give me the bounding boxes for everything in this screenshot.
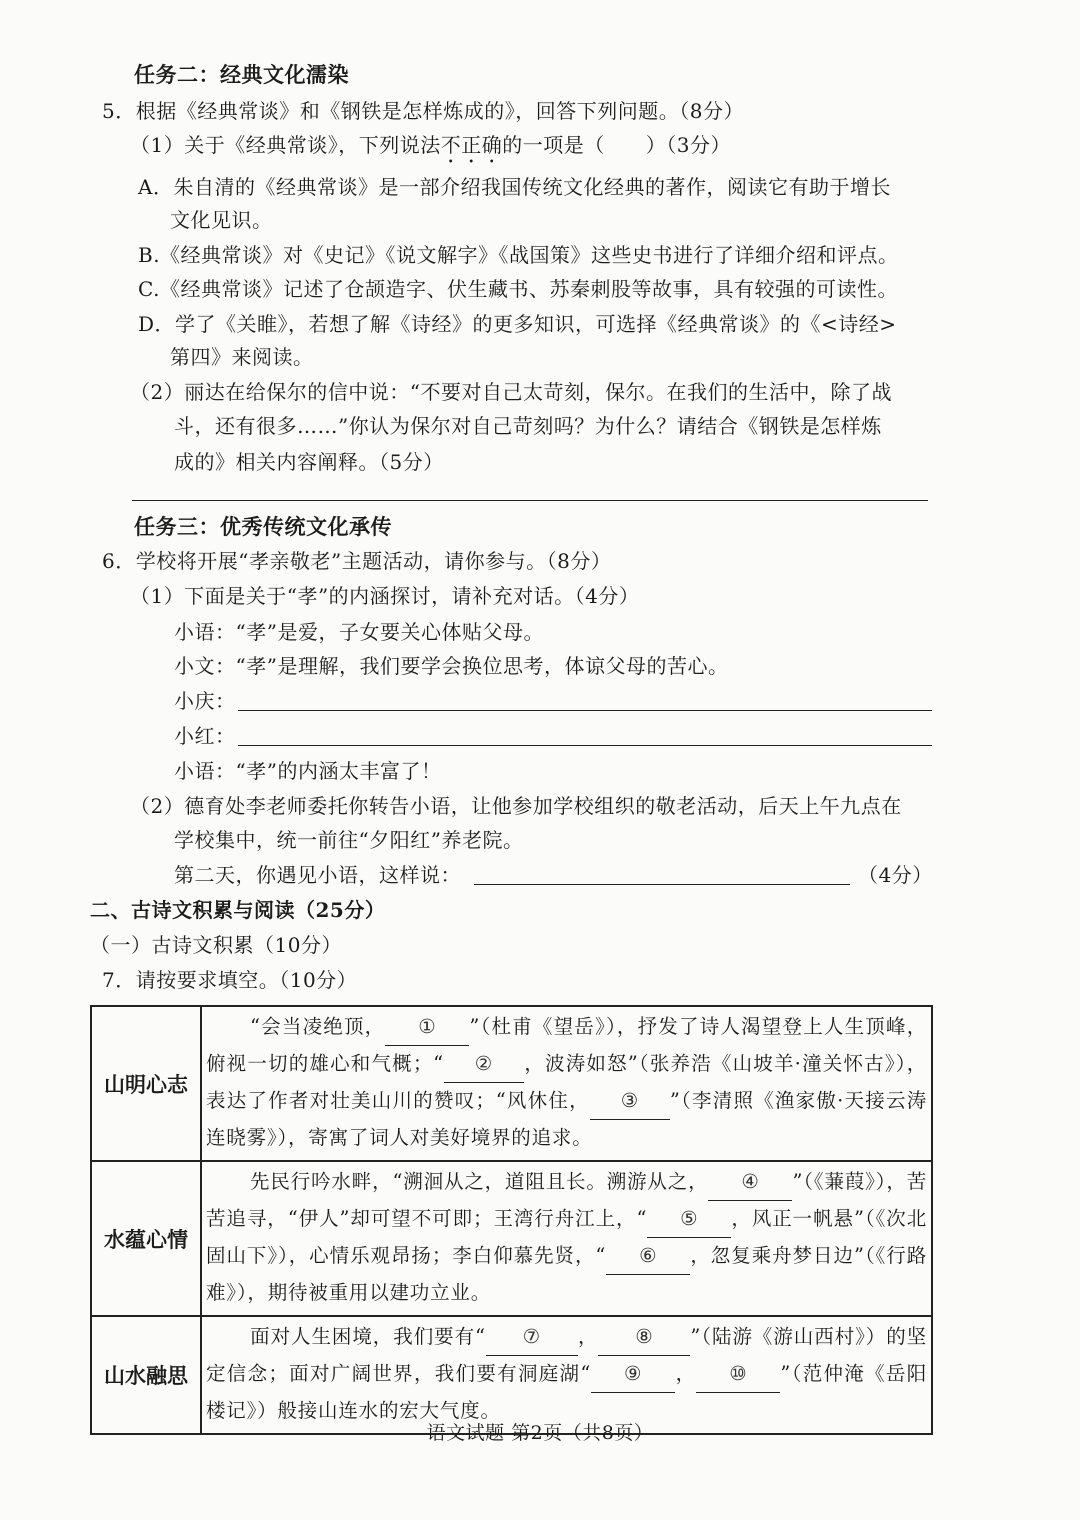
fill-in-table [90,1005,933,1435]
blank-1[interactable]: ① [385,1009,469,1046]
dialogue-speaker-xiaoqing: 小庆： [174,689,236,713]
q6-part2-line3: 第二天，你遇见小语，这样说： [174,863,461,887]
q5-stem: 5．根据《经典常谈》和《钢铁是怎样炼成的》，回答下列问题。（8分） [102,99,744,123]
section2-sub1: （一）古诗文积累（10分） [90,933,342,957]
q5-part2-line3: 成的》相关内容阐释。（5分） [174,450,444,474]
dialogue-line: 小文：“孝”是理解，我们要学会换位思考，体谅父母的苦心。 [174,654,729,678]
task2-title: 任务二：经典文化濡染 [134,62,349,87]
answer-line[interactable] [238,710,932,711]
table-row [91,1316,932,1434]
dialogue-line: 小语：“孝”是爱，子女要关心体贴父母。 [174,620,544,644]
dialogue-line: 小语：“孝”的内涵太丰富了！ [174,759,442,783]
blank-7[interactable]: ⑦ [486,1319,578,1356]
blank-4[interactable]: ④ [708,1164,792,1201]
option-d-cont: 第四》来阅读。 [170,345,314,369]
q6-part2-score: （4分） [858,863,933,887]
row-heading: 山水融思 [91,1316,201,1434]
row-content: “会当凌绝顶， ① ”（杜甫《望岳》），抒发了诗人渴望登上人生顶峰，俯视一切的雄心和气概；“ ② ，波涛如怒”（张养浩《山坡羊·潼关怀古》），表达了作者对壮美山川的赞叹；“风休住， ③ ”（李清照《渔家傲·天接云涛连晓雾》），寄寓了词人对美好境界的追求。 [201,1006,932,1161]
option-d: D．学了《关睢》，若想了解《诗经》的更多知识，可选择《经典常谈》的《<诗经> [138,312,897,336]
table-row [91,1006,932,1161]
task3-title: 任务三：优秀传统文化承传 [134,514,392,539]
page-footer: 语文试题 第2页（共8页） [426,1422,654,1444]
row-content: 面对人生困境，我们要有“ ⑦ ， ⑧ ”（陆游《游山西村》）的坚定信念；面对广阔世界，我们要有洞庭湖“ ⑨ ， ⑩ ”（范仲淹《岳阳楼记》）般接山连水的宏大气度。 [201,1316,932,1434]
q5-part2-line2: 斗，还有很多……”你认为保尔对自己苛刻吗？为什么？请结合《钢铁是怎样炼 [174,414,882,438]
q5-part1: （1）关于《经典常谈》，下列说法不正确的一项是（ ）（3分） [130,133,731,157]
section2-title: 二、古诗文积累与阅读（25分） [90,898,386,922]
blank-6[interactable]: ⑥ [606,1238,690,1275]
blank-3[interactable]: ③ [590,1083,670,1120]
option-b: B.《经典常谈》对《史记》《说文解字》《战国策》这些史书进行了详细介绍和评点。 [138,243,899,267]
answer-line[interactable] [132,500,928,501]
q6-part2-line1: （2）德育处李老师委托你转告小语，让他参加学校组织的敬老活动，后天上午九点在 [130,794,902,818]
row-heading: 水蕴心情 [91,1161,201,1316]
q6-part1: （1）下面是关于“孝”的内涵探讨，请补充对话。（4分） [130,584,640,608]
dialogue-speaker-xiaohong: 小红： [174,724,236,748]
answer-line[interactable] [238,745,932,746]
q6-part2-line2: 学校集中，统一前往“夕阳红”养老院。 [174,828,524,852]
q7-stem: 7．请按要求填空。（10分） [102,968,358,992]
row-content: 先民行吟水畔，“溯洄从之，道阻且长。溯游从之， ④ ”（《蒹葭》），苦苦追寻，“伊人”却可望不可即；王湾行舟江上，“ ⑤ ，风正一帆悬”（《次北固山下》），心情乐观昂扬；李白仰慕先贤，“ ⑥ ，忽复乘舟梦日边”（《行路难》），期待被重用以建功立业。 [201,1161,932,1316]
blank-5[interactable]: ⑤ [647,1201,731,1238]
blank-10[interactable]: ⑩ [696,1356,780,1393]
table-row [91,1161,932,1316]
option-a-cont: 文化见识。 [170,208,273,232]
row-heading: 山明心志 [91,1006,201,1161]
q5-part2-line1: （2）丽达在给保尔的信中说：“不要对自己太苛刻，保尔。在我们的生活中，除了战 [130,380,892,404]
blank-8[interactable]: ⑧ [598,1319,690,1356]
option-c: C.《经典常谈》记述了仓颉造字、伏生藏书、苏秦刺股等故事，具有较强的可读性。 [138,277,898,301]
q6-stem: 6．学校将开展“孝亲敬老”主题活动，请你参与。（8分） [102,549,612,573]
emphasis-dots: 不正确 [440,133,503,157]
answer-line[interactable] [474,884,850,885]
blank-9[interactable]: ⑨ [591,1356,675,1393]
blank-2[interactable]: ② [444,1046,524,1083]
option-a: A．朱自清的《经典常谈》是一部介绍我国传统文化经典的著作，阅读它有助于增长 [138,175,891,199]
